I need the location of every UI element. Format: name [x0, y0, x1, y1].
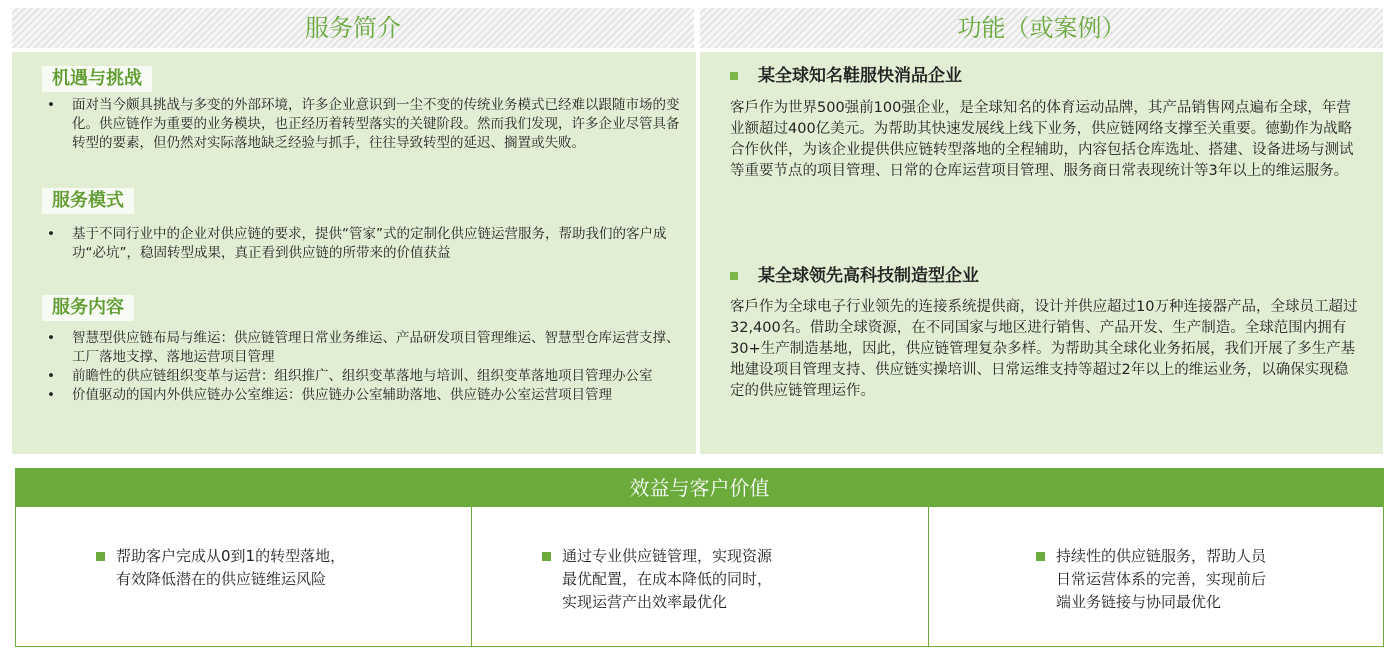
intro-panel — [12, 52, 696, 454]
list-item: • 面对当今颇具挑战与多变的外部环境，许多企业意识到一尘不变的传统业务模式已经难以跟随市场的变化。供应链作为重要的业务模块，也正经历着转型落实的关键阶段。然而我们发现，许多企业尽管具备转型的要素，但仍然对实际落地缺乏经验与抓手，往往导致转型的延迟、搁置或失败。 — [42, 96, 686, 153]
benefit-column-2 — [472, 507, 929, 646]
list-item: • 基于不同行业中的企业对供应链的要求，提供“管家”式的定制化供应链运营服务，帮助我们的客户成功“必坑”，稳固转型成果，真正看到供应链的所带来的价值获益 — [42, 225, 686, 263]
square-bullet-icon — [96, 552, 105, 561]
case-text-hightech: 客戶作为全球电子行业领先的连接系统提供商，设计并供应超过10万种连接器产品，全球员工超过32,400名。借助全球资源，在不同国家与地区进行销售、产品开发、生产制造。全球范围内拥有30+生产制造基地，因此，供应链管理复杂多样。为帮助其全球化业务拓展，我们开展了多生产基地建设项目管理支持、供应链实操培训、日常运维支持等超过2年以上的维运业务，以确保实现稳定的供应链管理运作。 — [730, 299, 1358, 399]
list-item: • 前瞻性的供应链组织变革与运营：组织推广、组织变革落地与培训、组织变革落地项目管理办公室 — [42, 367, 686, 386]
square-bullet-icon — [542, 552, 551, 561]
benefit-column-3 — [929, 507, 1383, 646]
benefit-column-1 — [16, 507, 472, 646]
list-item: • 智慧型供应链布局与维运：供应链管理日常业务维运、产品研发项目管理维运、智慧型仓库运营支撑、工厂落地支撑、落地运营项目管理 — [42, 329, 686, 367]
section-label-service-model: 服务模式 — [42, 188, 134, 214]
benefits-header: 效益与客户价值 — [16, 469, 1383, 507]
benefits-box — [15, 468, 1384, 647]
square-bullet-icon — [730, 272, 738, 280]
list-item: • 价值驱动的国内外供应链办公室维运：供应链办公室辅助落地、供应链办公室运营项目管理 — [42, 386, 686, 405]
square-bullet-icon — [1036, 552, 1045, 561]
case-title-footwear: 某全球知名鞋服快消品企业 — [730, 64, 962, 88]
case-title-hightech: 某全球领先高科技制造型企业 — [730, 264, 979, 288]
opportunity-list — [42, 96, 686, 153]
benefit-item: 帮助客户完成从0到1的转型落地， 有效降低潜在的供应链维运风险 — [116, 545, 345, 591]
benefit-item: 通过专业供应链管理，实现资源 最优配置，在成本降低的同时， 实现运营产出效率最优化 — [562, 545, 772, 614]
service-content-list — [42, 329, 686, 405]
case-text-footwear: 客戶作为世界500强前100强企业，是全球知名的体育运动品牌，其产品销售网点遍布全球，年营业额超过400亿美元。为帮助其快速发展线上线下业务，供应链网络支撑至关重要。德勤作为战略合作伙伴，为该企业提供供应链转型落地的全程辅助，内容包括仓库选址、搭建、设备进场与测试等重要节点的项目管理、日常的仓库运营项目管理、服务商日常表现统计等3年以上的维运服务。 — [730, 100, 1354, 179]
cases-panel — [700, 52, 1383, 454]
square-bullet-icon — [730, 72, 738, 80]
cases-header: 功能（或案例） — [700, 8, 1383, 48]
service-model-list — [42, 225, 686, 263]
intro-header: 服务简介 — [12, 8, 694, 48]
section-label-service-content: 服务内容 — [42, 295, 134, 321]
section-label-opportunity: 机遇与挑战 — [42, 66, 152, 92]
benefit-item: 持续性的供应链服务，帮助人员 日常运营体系的完善，实现前后 端业务链接与协同最优化 — [1056, 545, 1266, 614]
